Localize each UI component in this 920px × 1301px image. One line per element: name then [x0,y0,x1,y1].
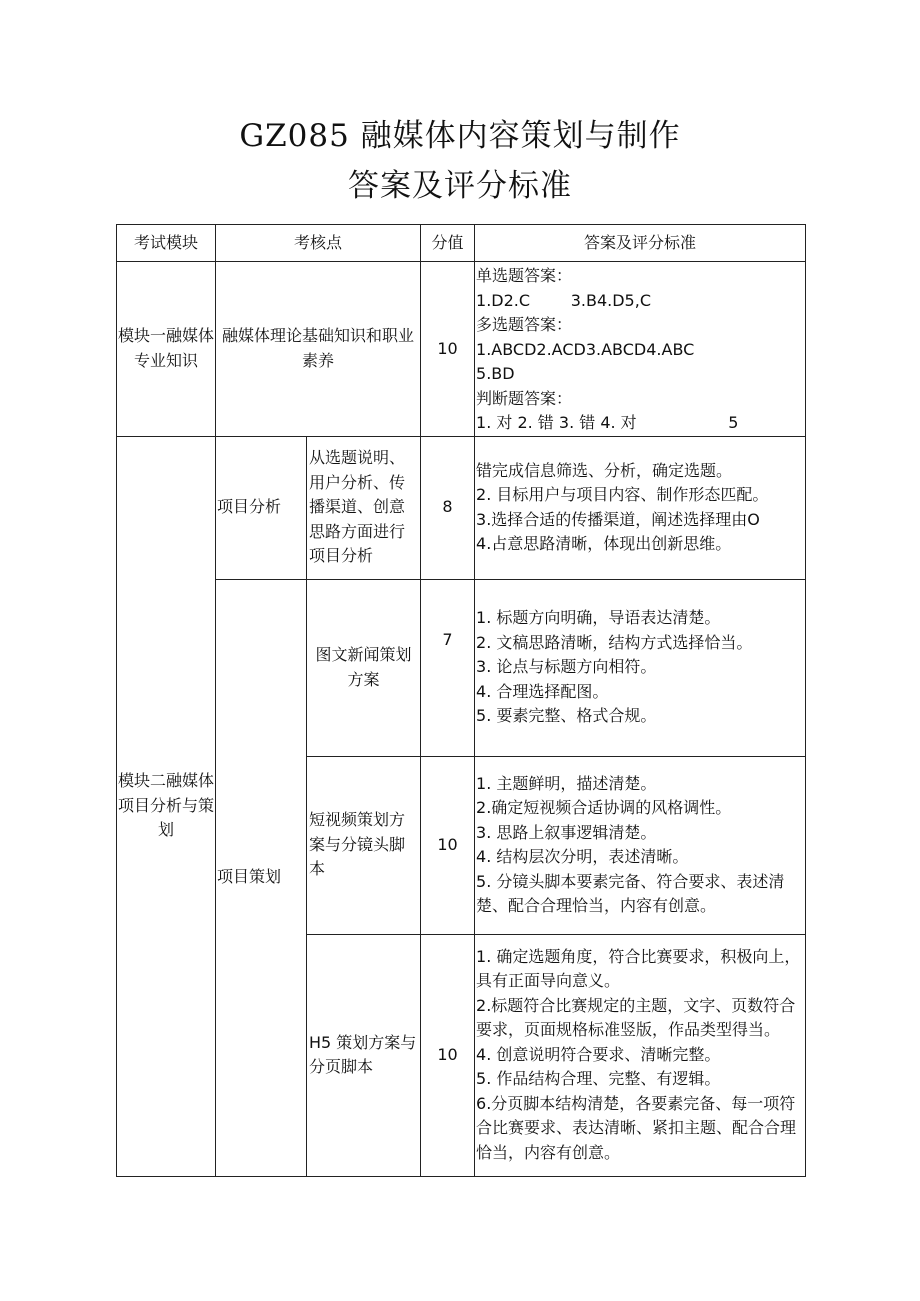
table-row [117,579,806,756]
answer-line: 3.选择合适的传播渠道，阐述选择理由O [476,509,760,529]
answer-line: 1. 对 2. 错 3. 错 4. 对 5 [476,413,739,432]
planning-score-h5: 10 [421,934,475,1176]
table-row [117,262,806,437]
analysis-point: 从选题说明、用户分析、传播渠道、创意思路方面进行项目分析 [307,436,421,579]
module1-score: 10 [421,262,475,437]
answer-line: 5. 分镜头脚本要素完备、符合要求、表述清楚、配合合理恰当，内容有创意。 [476,871,785,915]
planning-category: 项目策划 [216,579,307,1176]
planning-answer-h5 [475,934,806,1176]
answer-line: 5.BD [476,364,515,383]
answer-line: 单选题答案： [476,266,573,285]
answer-line: 2. 目标用户与项目内容、制作形态匹配。 [476,485,769,504]
planning-answer-news [475,579,806,756]
answer-line: 错完成信息筛选、分析，确定选题。 [476,460,733,480]
answer-line: 2.确定短视频合适协调的风格调性。 [476,798,732,817]
header-row [117,225,806,262]
planning-point-news: 图文新闻策划方案 [307,579,421,756]
answer-line: 3. 论点与标题方向相符。 [476,657,657,677]
answer-line: 5. 作品结构合理、完整、有逻辑。 [476,1069,721,1089]
header-point: 考核点 [216,225,421,262]
analysis-score: 8 [421,436,475,579]
header-score: 分值 [421,225,475,262]
answer-line: 2. 文稿思路清晰，结构方式选择恰当。 [476,632,753,652]
header-answer: 答案及评分标准 [475,225,806,262]
document-title: GZ085 融媒体内容策划与制作 [239,118,681,154]
answer-line: 6.分页脚本结构清楚，各要素完备、每一项符合比赛要求、表达清晰、紧扣主题、配合合理恰当，内容有创意。 [476,1093,797,1162]
answer-line: 2.标题符合比赛规定的主题，文字、页数符合要求，页面规格标准竖版，作品类型得当。 [476,995,796,1040]
answer-line: 4. 结构层次分明，表述清晰。 [476,847,689,866]
planning-score-video: 10 [421,756,475,934]
module1-point: 融媒体理论基础知识和职业素养 [216,262,421,437]
answer-line: 多选题答案： [476,315,573,334]
answer-line: 1.ABCD2.ACD3.ABCD4.ABC [476,339,695,359]
module1-answer [475,262,806,437]
answer-line: 3. 思路上叙事逻辑清楚。 [476,822,657,842]
planning-point-h5: H5 策划方案与分页脚本 [307,934,421,1176]
scoring-table [116,224,806,1177]
analysis-answer [475,436,806,579]
answer-line: 4. 合理选择配图。 [476,681,609,701]
answer-line: 4. 创意说明符合要求、清晰完整。 [476,1044,721,1064]
analysis-category: 项目分析 [216,436,307,579]
answer-line: 1. 主题鲜明，描述清楚。 [476,773,657,793]
document-subtitle: 答案及评分标准 [348,168,572,204]
answer-line: 4.占意思路清晰，体现出创新思维。 [476,534,732,553]
planning-answer-video [475,756,806,934]
answer-line: 1. 确定选题角度，符合比赛要求，积极向上，具有正面导向意义。 [476,946,801,991]
header-module: 考试模块 [117,225,216,262]
answer-line: 1.D2.C 3.B4.D5,C [476,290,651,310]
answer-line: 判断题答案： [476,388,573,408]
answer-line: 5. 要素完整、格式合规。 [476,706,657,726]
table-row [117,436,806,579]
module1-name: 模块一融媒体专业知识 [117,262,216,437]
module2-name: 模块二融媒体项目分析与策划 [117,436,216,1176]
planning-point-video: 短视频策划方案与分镜头脚本 [307,756,421,934]
planning-score-news: 7 [421,579,475,756]
answer-line: 1. 标题方向明确，导语表达清楚。 [476,608,721,628]
